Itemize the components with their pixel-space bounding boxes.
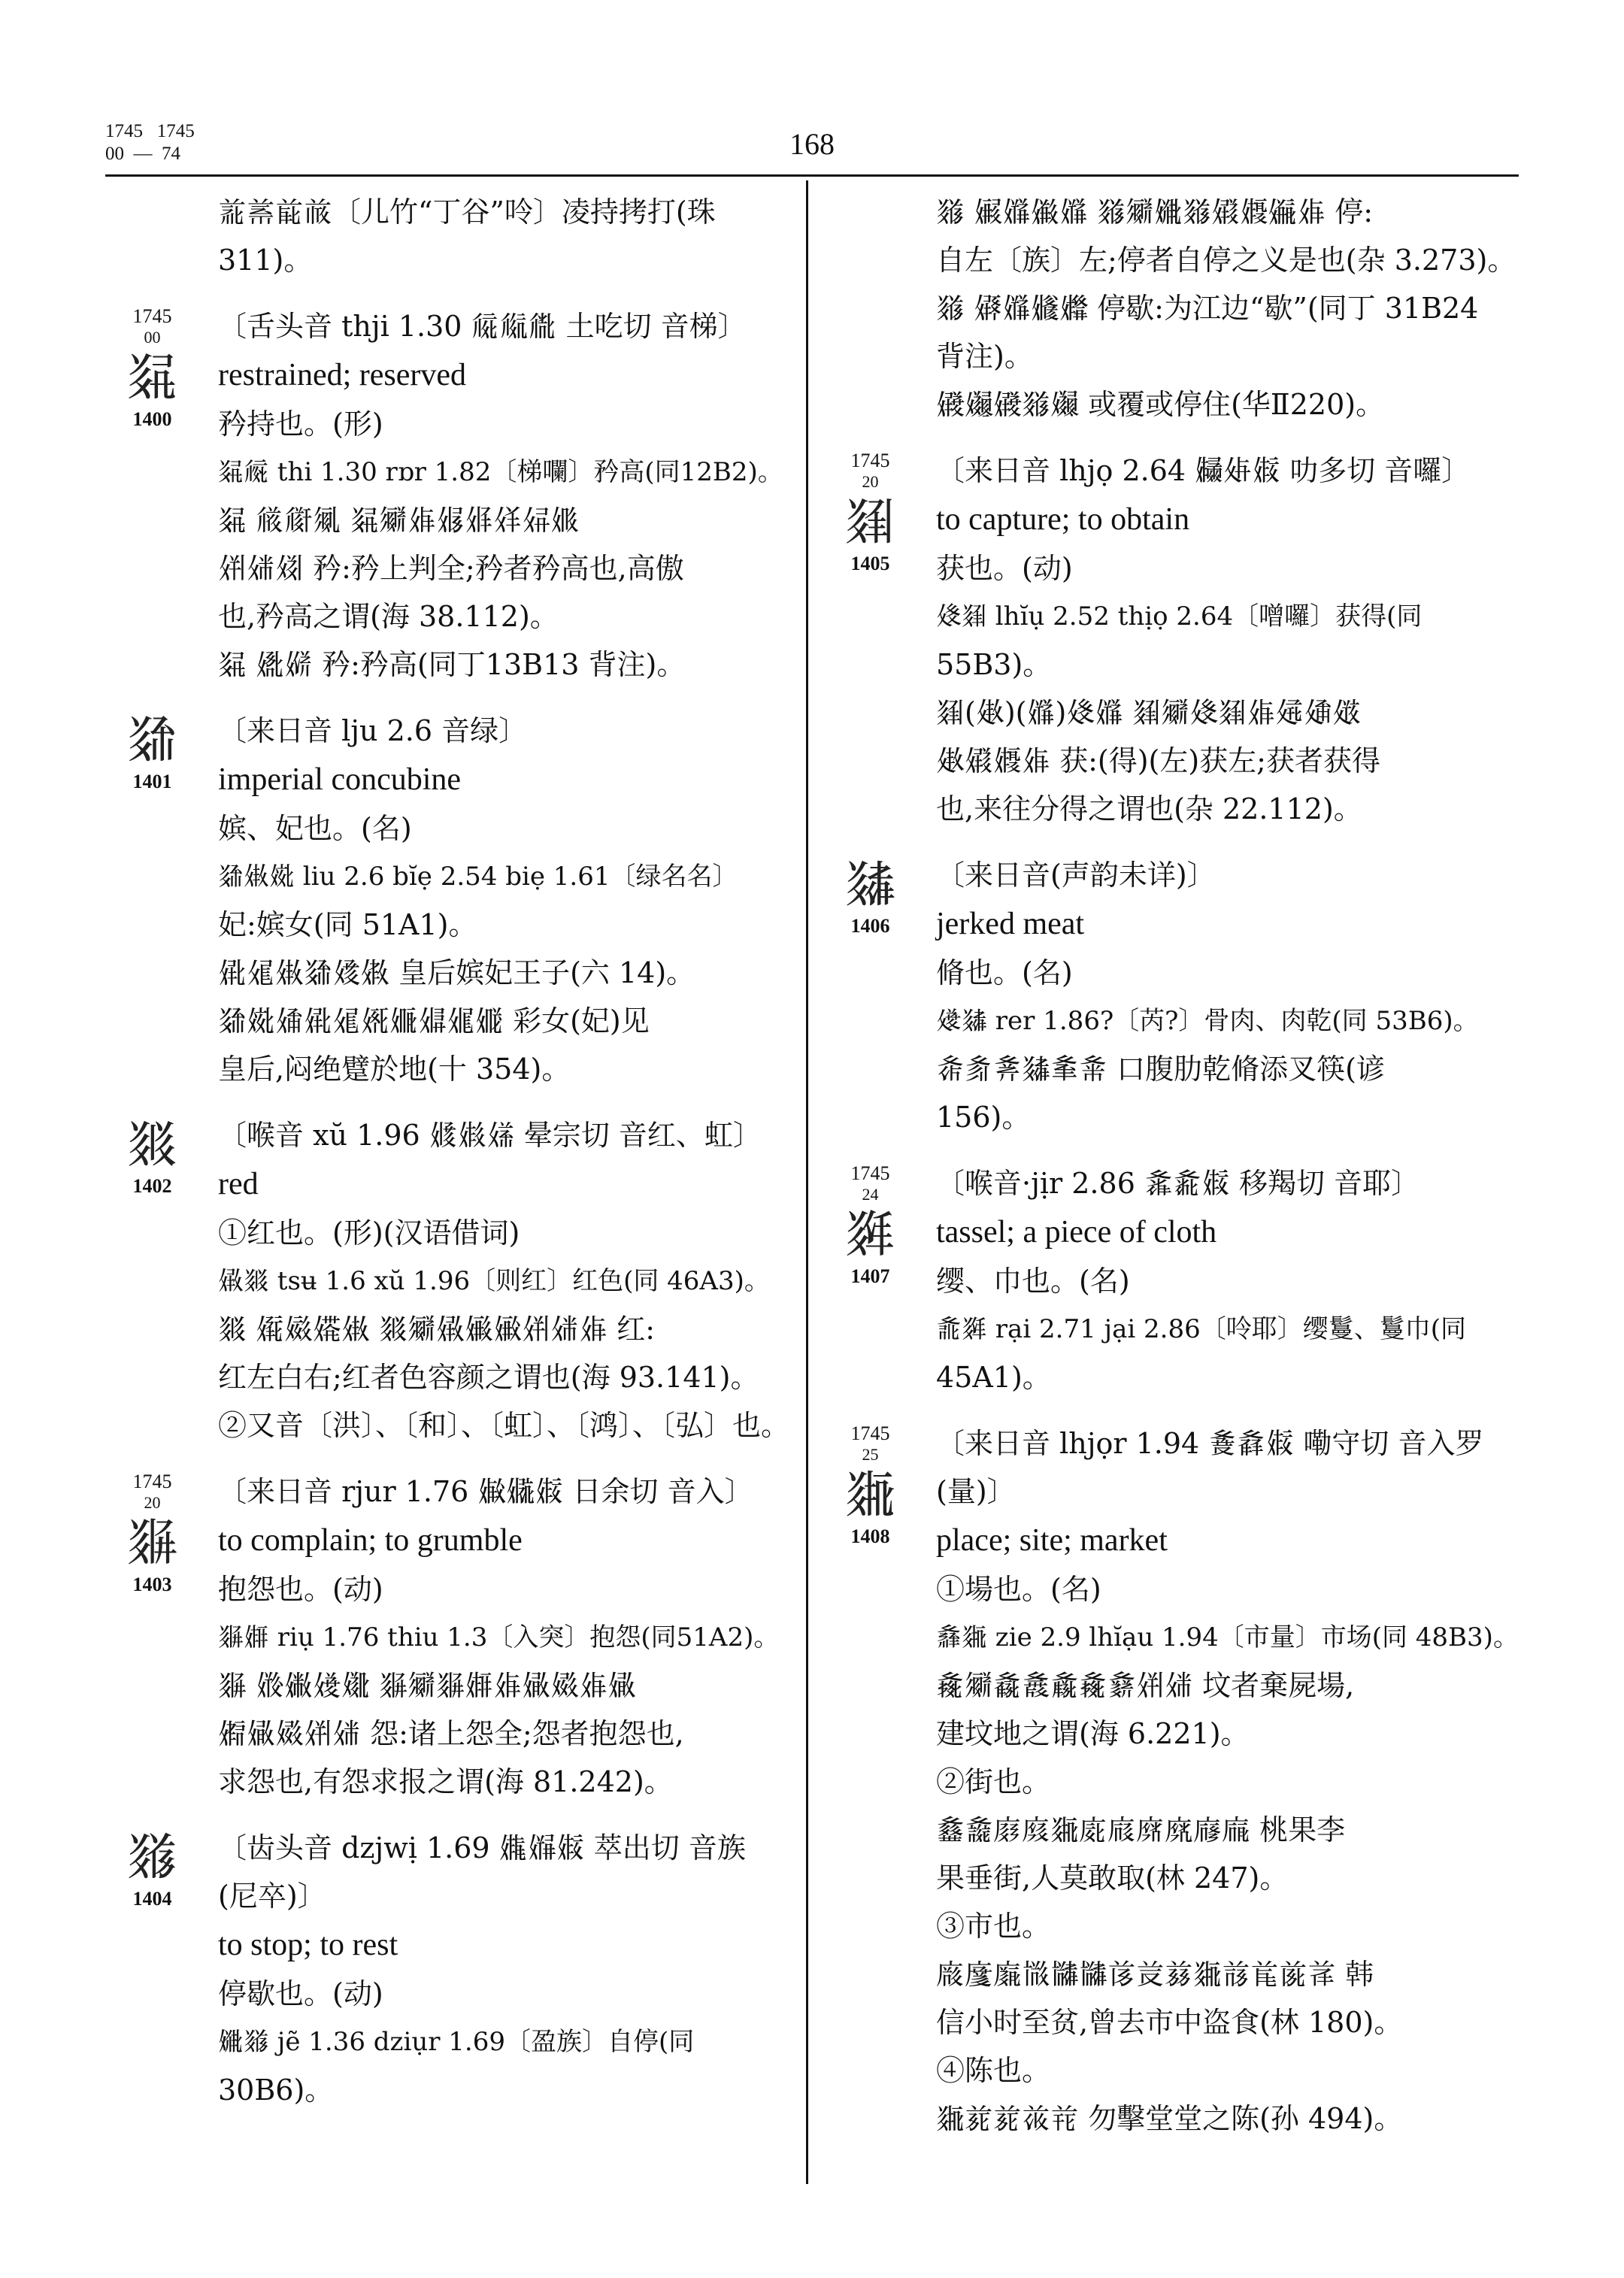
headword-glyph: 𘂸 — [844, 1206, 896, 1263]
dictionary-entry — [823, 851, 1522, 1141]
entry-line: 156)。 — [936, 1101, 1031, 1134]
entry-margin — [823, 854, 917, 938]
dictionary-entry — [823, 1159, 1522, 1401]
entry-line: 𗐆𗏺𗏻𗏉 获:(得)(左)获左;获者获得 — [936, 744, 1380, 777]
entry-number: 1403 — [132, 1574, 172, 1595]
citation-line: 𗐅𘂶 lhĭụ 2.52 thịọ 2.64〔噌囉〕获得(同 — [936, 601, 1423, 632]
headword-glyph: 𘂴 — [126, 1514, 178, 1571]
entry-line: 皇后,闷绝躄於地(十 354)。 — [218, 1053, 571, 1086]
entry-margin — [105, 305, 199, 432]
entry-line: 〔来日音(声韵未详)〕 — [936, 859, 1216, 892]
entry-line: 嫔、妃也。(名) — [218, 812, 412, 845]
entry-subcode: 24 — [862, 1185, 879, 1204]
entry-line: ①红也。(形)(汉语借词) — [218, 1216, 520, 1250]
english-gloss: to stop; to rest — [218, 1928, 398, 1962]
entry-margin — [105, 1827, 199, 1911]
entry-line: 55B3)。 — [936, 648, 1052, 681]
continued-text — [823, 188, 1522, 429]
entry-code: 1745 — [850, 1162, 890, 1184]
entry-line: 45A1)。 — [936, 1361, 1051, 1394]
entry-line: 果垂街,人莫敢取(林 247)。 — [936, 1861, 1289, 1895]
entry-line: 也,矜高之谓(海 38.112)。 — [218, 600, 559, 633]
entry-line: 停歇也。(动) — [218, 1977, 383, 2010]
entry-code: 1745 — [132, 305, 172, 327]
entry-number: 1405 — [850, 553, 890, 574]
entry-line: 也,来往分得之谓也(杂 22.112)。 — [936, 792, 1362, 825]
entry-line: 𗐛𗐜𗐝𗐞𘂹𗐟𗐠𗐡𗐢𗐣𗐤 桃果李 — [936, 1813, 1346, 1846]
dictionary-entry — [105, 1111, 793, 1449]
entry-subcode: 00 — [144, 328, 161, 347]
left-column — [105, 188, 793, 2132]
entry-line: 〔舌头音 thji 1.30 𗏁𗏂𗏃 土吃切 音梯〕 — [218, 310, 747, 343]
entry-line: 缨、巾也。(名) — [936, 1265, 1130, 1298]
entry-margin — [105, 1471, 199, 1597]
dictionary-entry — [105, 1824, 793, 2114]
headword-glyph: 𘂷 — [844, 856, 896, 913]
entry-code: 1745 — [132, 1471, 172, 1492]
english-gloss: to capture; to obtain — [936, 502, 1190, 537]
entry-line: ①場也。(名) — [936, 1573, 1101, 1606]
continued-line: 自左〔族〕左;停者自停之义是也(杂 3.273)。 — [936, 244, 1516, 277]
citation-line: 𗐊𘂷 rer 1.86?〔芮?〕骨肉、肉乾(同 53B6)。 — [936, 1006, 1479, 1036]
entry-line: 𘂲𗏕𗏚𗏖𗏗𗏛𗏜𗏝𗏞𗏟 彩女(妃)见 — [218, 1004, 650, 1038]
english-gloss: red — [218, 1167, 259, 1201]
entry-line: 〔来日音 lju 2.6 音绿〕 — [218, 714, 528, 747]
english-gloss: restrained; reserved — [218, 358, 466, 392]
citation-line: 𘂱𗏄 thi 1.30 rɒr 1.82〔梯㘓〕矜高(同12B2)。 — [218, 457, 783, 487]
entry-line: 𗐋𗐌𗐍𘂷𗐎𗐏 口腹肋乾脩添叉筷(谚 — [936, 1053, 1385, 1086]
entry-line: 矜持也。(形) — [218, 407, 383, 441]
entry-line: 𘂳 𗏤𗏥𗏦𗏔 𘂳𗏈𗏣𗏧𗏨𗏏𗏐𗏉 红: — [218, 1313, 656, 1346]
entry-line: 𗏳𗏱𗏲𗏏𗏐 怨:诸上怨全;怨者抱怨也, — [218, 1717, 684, 1750]
entry-line: 〔齿头音 dzjwị 1.69 𗏴𗏵𗏫 萃出切 音族 — [218, 1831, 746, 1865]
citation-line: 𗏣𘂳 tsʉ 1.6 xŭ 1.96〔则红〕红色(同 46A3)。 — [218, 1266, 770, 1296]
entry-margin — [105, 710, 199, 794]
continued-line: 𗐀𗐁𗐀𘂵𗐂 或覆或停住(华Ⅱ220)。 — [936, 388, 1385, 421]
header-rule — [105, 174, 1519, 177]
entry-range-bottom: 00 — 74 — [105, 144, 180, 164]
entry-line: (尼卒)〕 — [218, 1880, 326, 1913]
entry-line: 〔来日音 lhjọ 2.64 𗐃𗐄𗏫 叻多切 音囉〕 — [936, 454, 1471, 487]
english-gloss: to complain; to grumble — [218, 1523, 523, 1558]
headword-glyph: 𘂱 — [126, 349, 178, 406]
entry-line: 抱怨也。(动) — [218, 1573, 383, 1606]
citation-line: 𗐒𘂸 rại 2.71 jại 2.86〔呤耶〕缨鬘、鬘巾(同 — [936, 1314, 1466, 1344]
entry-line: 𗐥𗐦𗐧𗐨𗐩𗐩𗐪𗐫𗐬𘂹𗐭𗐮𗐯𗐰 韩 — [936, 1958, 1374, 1991]
entry-number: 1407 — [850, 1265, 890, 1287]
entry-line: 〔来日音 lhjọr 1.94 𗐓𗐔𗏫 嘞守切 音入罗 — [936, 1427, 1484, 1460]
entry-range-top: 1745 1745 — [105, 121, 195, 141]
citation-line: 𗏶𘂵 jẽ 1.36 dziụr 1.69〔盈族〕自停(同 — [218, 2027, 695, 2057]
entry-subcode: 20 — [862, 472, 879, 491]
continued-text — [105, 188, 793, 284]
entry-line: 𗏏𗏐𗏑 矜:矜上判全;矜者矜高也,高傲 — [218, 552, 684, 585]
headword-glyph: 𘂳 — [126, 1116, 178, 1173]
dictionary-entry — [105, 302, 793, 689]
continued-line: 𘂵 𗏽𗏸𗏾𗏿 停歇:为江边“歇”(同丁 31B24 — [936, 292, 1479, 325]
entry-line: 𘂶(𗐆)(𗏸)𗐅𗏸 𘂶𗏈𗐅𘂶𗏉𗐇𗐈𗐉 — [936, 696, 1362, 729]
entry-line: ④陈也。 — [936, 2054, 1051, 2087]
page-header — [105, 113, 1519, 177]
entry-line: ②又音〔洪〕、〔和〕、〔虹〕、〔鸿〕、〔弘〕也。 — [218, 1409, 790, 1442]
dictionary-entry — [823, 1419, 1522, 2143]
page-number: 168 — [789, 127, 835, 161]
entry-line: 建坟地之谓(海 6.221)。 — [936, 1717, 1250, 1750]
headword-glyph: 𘂶 — [844, 493, 896, 550]
entry-margin — [823, 1422, 917, 1549]
right-column — [823, 188, 1522, 2161]
english-gloss: imperial concubine — [218, 762, 462, 797]
entry-number: 1406 — [850, 915, 890, 937]
column-divider — [806, 180, 808, 2184]
headword-glyph: 𘂵 — [126, 1828, 178, 1886]
entry-margin — [823, 450, 917, 576]
entry-line: 〔来日音 rjur 1.76 𗏩𗏪𗏫 日余切 音入〕 — [218, 1475, 753, 1508]
entry-subcode: 20 — [144, 1493, 161, 1512]
entry-number: 1404 — [132, 1888, 172, 1910]
entry-line: 𗐖𗏈𗐗𗐘𗐙𗐖𗐚𗏏𗏐 坟者棄屍場, — [936, 1669, 1355, 1702]
entry-line: ②街也。 — [936, 1765, 1051, 1798]
entry-line: 𘂹𗐱𗐱𗐲𗐳 勿擊堂堂之陈(孙 494)。 — [936, 2102, 1403, 2135]
entry-line: 𘂱 𗏅𗏆𗏇 𘂱𗏈𗏉𗏊𗏋𗏌𗏍𗏎 — [218, 504, 580, 537]
entry-line: 𘂴 𗏭𗏮𗏯𗏰 𘂴𗏈𘂴𗏬𗏉𗏱𗏲𗏉𗏱 — [218, 1669, 637, 1702]
entry-line: 〔喉音 xŭ 1.96 𗏠𗏡𗏢 晕宗切 音红、虹〕 — [218, 1119, 762, 1152]
entry-line: 𘂱 𗏒𗏓 矜:矜高(同丁13B13 背注)。 — [218, 648, 686, 681]
entry-code: 1745 — [850, 450, 890, 471]
english-gloss: place; site; market — [936, 1523, 1168, 1558]
entry-line: 信小时至贫,曾去市中盗食(林 180)。 — [936, 2006, 1403, 2039]
entry-line: 妃:嫔女(同 51A1)。 — [218, 908, 477, 941]
citation-line: 𘂲𗏔𗏕 liu 2.6 bĭẹ 2.54 biẹ 1.61〔绿名名〕 — [218, 862, 738, 892]
continued-line: 背注)。 — [936, 340, 1033, 373]
dictionary-entry — [105, 1468, 793, 1806]
continued-line: 𘂵 𗏷𗏸𗏹𗏸 𘂵𗏈𗏶𘂵𗏺𗏻𗏼𗏉 停: — [936, 195, 1374, 229]
continued-line: 311)。 — [218, 244, 313, 277]
entry-number: 1408 — [850, 1525, 890, 1547]
entry-line: ③市也。 — [936, 1910, 1051, 1943]
entry-line: 获也。(动) — [936, 552, 1073, 585]
english-gloss: tassel; a piece of cloth — [936, 1215, 1217, 1250]
dictionary-entry — [823, 447, 1522, 833]
continued-line: 𗑃𗑄𗑅𗑆〔儿竹“丁谷”呤〕凌持拷打(珠 — [218, 195, 716, 229]
entry-line: 30B6)。 — [218, 2074, 334, 2107]
entry-number: 1402 — [132, 1175, 172, 1197]
english-gloss: jerked meat — [936, 907, 1085, 941]
entry-line: 红左白右;红者色容颜之谓也(海 93.141)。 — [218, 1361, 759, 1394]
entry-line: 〔喉音·jịr 2.86 𗐐𗐑𗏫 移羯切 音耶〕 — [936, 1167, 1420, 1200]
entry-line: (量)〕 — [936, 1475, 1016, 1508]
citation-line: 𘂴𗏬 riụ 1.76 thiu 1.3〔入突〕抱怨(同51A2)。 — [218, 1622, 780, 1652]
headword-glyph: 𘂲 — [126, 711, 178, 768]
entry-line: 求怨也,有怨求报之谓(海 81.242)。 — [218, 1765, 673, 1798]
entry-subcode: 25 — [862, 1445, 879, 1464]
entry-line: 𗏖𗏗𗏔𘂲𗏘𗏙 皇后嫔妃王子(六 14)。 — [218, 956, 695, 989]
citation-line: 𗐕𘂹 zie 2.9 lhĭạu 1.94〔市量〕市场(同 48B3)。 — [936, 1622, 1519, 1652]
entry-number: 1400 — [132, 408, 172, 430]
entry-range-code — [105, 120, 195, 165]
entry-number: 1401 — [132, 771, 172, 792]
entry-code: 1745 — [850, 1422, 890, 1444]
entry-line: 脩也。(名) — [936, 956, 1073, 989]
entry-margin — [105, 1114, 199, 1198]
headword-glyph: 𘂹 — [844, 1466, 896, 1523]
entry-margin — [823, 1162, 917, 1289]
dictionary-entry — [105, 707, 793, 1093]
